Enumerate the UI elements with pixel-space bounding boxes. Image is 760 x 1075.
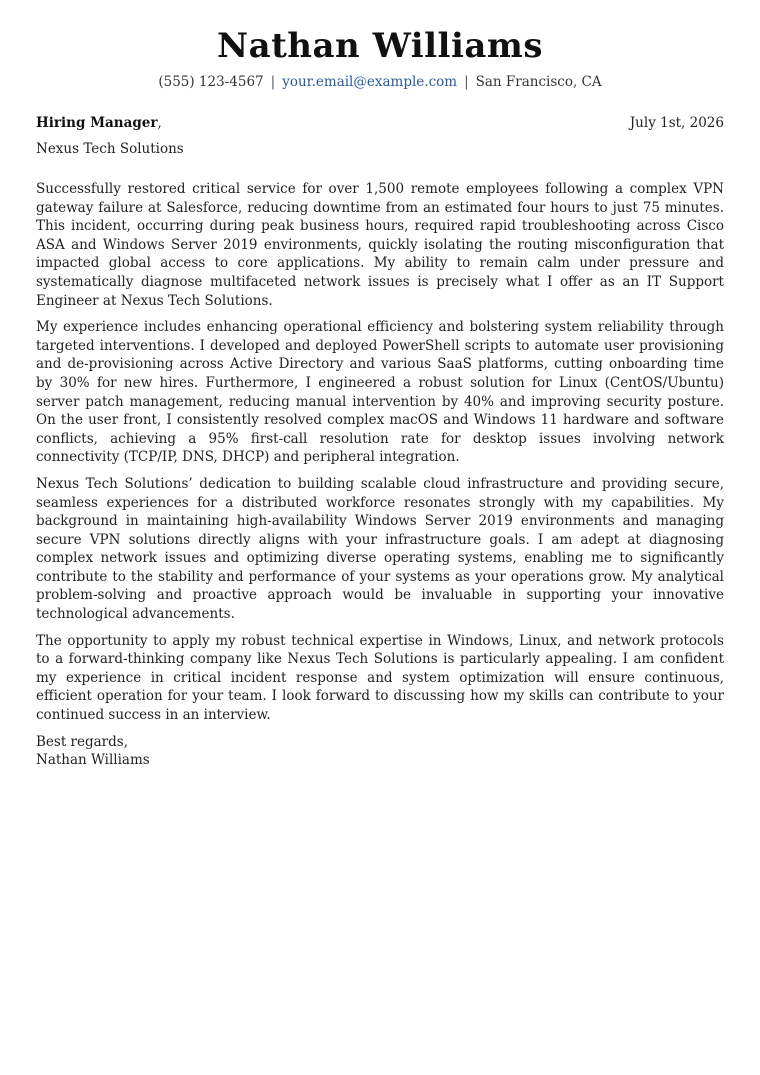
contact-line: [0, 74, 760, 90]
body-paragraph: The opportunity to apply my robust technical expertise in Windows, Linux, and network protocols to a forward-thinking company like Nexus Tech Solutions is particularly appealing. I am confident my experience in critical incident response and system optimization will ensure continuous, efficient operation for your team. I look forward to discussing how my skills can contribute to your continued success in an interview.: [36, 632, 724, 724]
applicant-name: Nathan Williams: [216, 26, 544, 66]
location: San Francisco, CA: [475, 74, 602, 90]
letter-date: July 1st, 2026: [629, 115, 724, 131]
letter-body: [36, 180, 724, 770]
recipient-greeting: [36, 115, 162, 131]
body-paragraph: Successfully restored critical service for over 1,500 remote employees following a complex VPN gateway failure at Salesforce, reducing downtime from an estimated four hours to just 75 minutes. This incident, occurring during peak business hours, required rapid troubleshooting across Cisco ASA and Windows Server 2019 environments, quickly isolating the routing misconfiguration that impacted global access to core applications. My ability to remain calm under pressure and systematically diagnose multifaceted network issues is precisely what I offer as an IT Support Engineer at Nexus Tech Solutions.: [36, 181, 724, 309]
recipient-company: Nexus Tech Solutions: [36, 141, 184, 157]
recipient-name: Hiring Manager: [36, 115, 158, 131]
body-paragraph: Nexus Tech Solutions’ dedication to building scalable cloud infrastructure and providing secure, seamless experiences for a distributed workforce resonates strongly with my capabilities. My background in maintaining high-availability Windows Server 2019 environments and managing secure VPN solutions directly aligns with your infrastructure goals. I am adept at diagnosing complex network issues and optimizing diverse operating systems, enabling me to significantly contribute to the stability and performance of your systems as your operations grow. My analytical problem-solving and proactive approach would be invaluable in supporting your innovative technological advancements.: [36, 475, 724, 623]
contact-separator: |: [464, 74, 469, 90]
signature-name: Nathan Williams: [36, 752, 150, 769]
contact-separator: |: [270, 74, 276, 90]
phone-number: (555) 123-4567: [158, 74, 264, 90]
closing-salutation: Best regards,: [36, 733, 129, 750]
email-link[interactable]: your.email@example.com: [282, 74, 458, 90]
closing-block: [36, 733, 724, 770]
body-paragraph: My experience includes enhancing operational efficiency and bolstering system reliability through targeted interventions. I developed and deployed PowerShell scripts to automate user provisioning and de-provisioning across Active Directory and various SaaS platforms, cutting onboarding time by 30% for new hires. Furthermore, I engineered a robust solution for Linux (CentOS/Ubuntu) server patch management, reducing manual intervention by 40% and improving security posture. On the user front, I consistently resolved complex macOS and Windows 11 hardware and software conflicts, achieving a 95% first-call resolution rate for desktop issues involving network connectivity (TCP/IP, DNS, DHCP) and peripheral integration.: [36, 319, 724, 466]
recipient-row: [36, 115, 724, 131]
recipient-comma: ,: [157, 115, 162, 131]
